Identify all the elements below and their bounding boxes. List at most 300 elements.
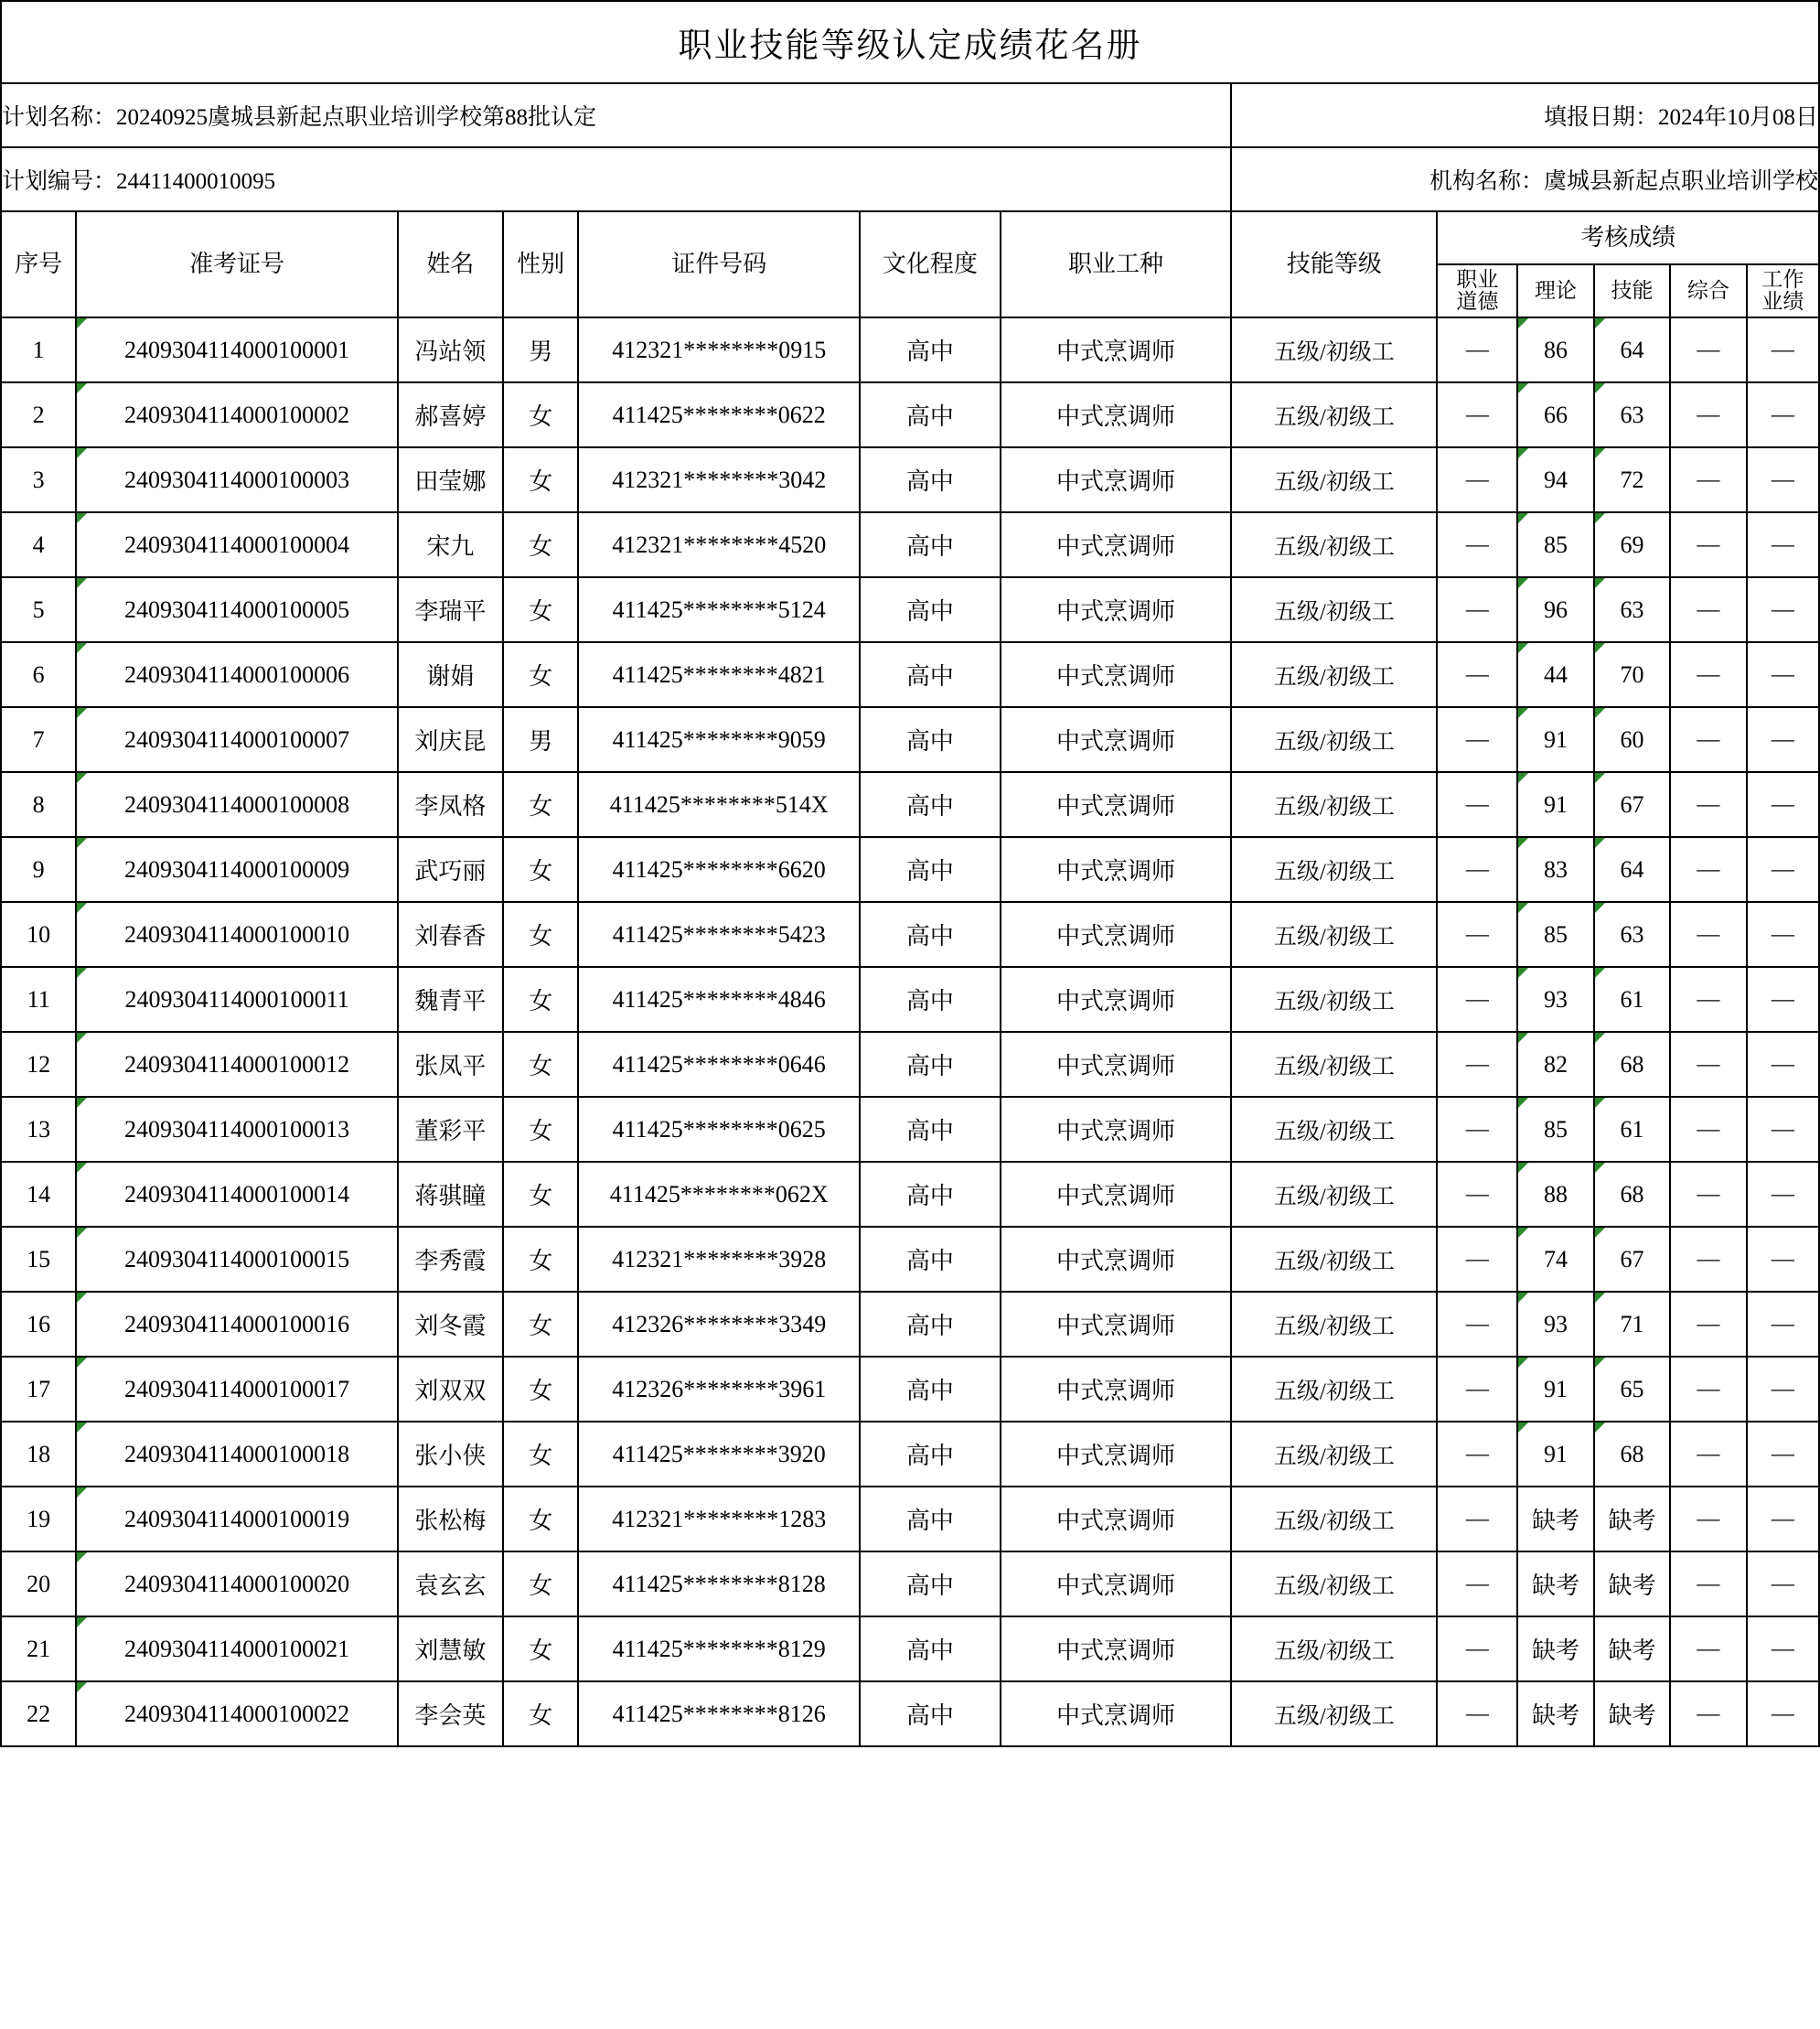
cell-skill-level: 五级/初级工 bbox=[1231, 1681, 1437, 1746]
cell-ethics-score: — bbox=[1437, 512, 1517, 577]
cell-id-no: 412321********0915 bbox=[578, 317, 860, 382]
cell-name: 李会英 bbox=[398, 1681, 503, 1746]
cell-skill-level: 五级/初级工 bbox=[1231, 772, 1437, 837]
cell-occupation: 中式烹调师 bbox=[1001, 967, 1232, 1032]
cell-skill-score: 70 bbox=[1594, 642, 1670, 707]
cell-name: 魏青平 bbox=[398, 967, 503, 1032]
table-row bbox=[1, 642, 1819, 707]
cell-id-no: 412321********3928 bbox=[578, 1227, 860, 1292]
cell-seq: 21 bbox=[1, 1616, 76, 1681]
cell-performance-score: — bbox=[1747, 837, 1819, 902]
cell-admission-no: 2409304114000100020 bbox=[76, 1551, 397, 1616]
cell-id-no: 412326********3961 bbox=[578, 1357, 860, 1422]
table-row bbox=[1, 1551, 1819, 1616]
cell-skill-score: 68 bbox=[1594, 1422, 1670, 1487]
cell-gender: 女 bbox=[503, 837, 578, 902]
cell-skill-level: 五级/初级工 bbox=[1231, 642, 1437, 707]
cell-comprehensive-score: — bbox=[1670, 1162, 1746, 1227]
col-header-id-no: 证件号码 bbox=[578, 211, 860, 317]
cell-admission-no: 2409304114000100010 bbox=[76, 902, 397, 967]
cell-admission-no: 2409304114000100014 bbox=[76, 1162, 397, 1227]
table-row bbox=[1, 837, 1819, 902]
cell-name: 袁玄玄 bbox=[398, 1551, 503, 1616]
cell-performance-score: — bbox=[1747, 382, 1819, 447]
cell-comprehensive-score: — bbox=[1670, 707, 1746, 772]
plan-name-field: 计划名称：20240925虞城县新起点职业培训学校第88批认定 bbox=[1, 83, 1231, 147]
cell-id-no: 411425********5423 bbox=[578, 902, 860, 967]
cell-occupation: 中式烹调师 bbox=[1001, 1616, 1232, 1681]
cell-admission-no: 2409304114000100001 bbox=[76, 317, 397, 382]
cell-skill-score: 缺考 bbox=[1594, 1681, 1670, 1746]
cell-theory-score: 74 bbox=[1517, 1227, 1593, 1292]
cell-gender: 女 bbox=[503, 512, 578, 577]
page-title: 职业技能等级认定成绩花名册 bbox=[1, 1, 1819, 83]
cell-ethics-score: — bbox=[1437, 837, 1517, 902]
cell-gender: 女 bbox=[503, 1357, 578, 1422]
cell-skill-score: 61 bbox=[1594, 1097, 1670, 1162]
cell-admission-no: 2409304114000100006 bbox=[76, 642, 397, 707]
cell-education: 高中 bbox=[860, 1681, 1001, 1746]
cell-admission-no: 2409304114000100011 bbox=[76, 967, 397, 1032]
cell-occupation: 中式烹调师 bbox=[1001, 1032, 1232, 1097]
cell-occupation: 中式烹调师 bbox=[1001, 1097, 1232, 1162]
cell-comprehensive-score: — bbox=[1670, 577, 1746, 642]
cell-ethics-score: — bbox=[1437, 1616, 1517, 1681]
cell-id-no: 411425********8129 bbox=[578, 1616, 860, 1681]
cell-gender: 女 bbox=[503, 1422, 578, 1487]
cell-education: 高中 bbox=[860, 1616, 1001, 1681]
cell-skill-score: 69 bbox=[1594, 512, 1670, 577]
cell-seq: 20 bbox=[1, 1551, 76, 1616]
col-header-education: 文化程度 bbox=[860, 211, 1001, 317]
cell-skill-level: 五级/初级工 bbox=[1231, 902, 1437, 967]
cell-name: 刘春香 bbox=[398, 902, 503, 967]
cell-skill-level: 五级/初级工 bbox=[1231, 1357, 1437, 1422]
cell-skill-level: 五级/初级工 bbox=[1231, 967, 1437, 1032]
cell-skill-level: 五级/初级工 bbox=[1231, 317, 1437, 382]
cell-performance-score: — bbox=[1747, 902, 1819, 967]
cell-occupation: 中式烹调师 bbox=[1001, 837, 1232, 902]
cell-gender: 男 bbox=[503, 707, 578, 772]
cell-skill-level: 五级/初级工 bbox=[1231, 447, 1437, 512]
cell-seq: 12 bbox=[1, 1032, 76, 1097]
cell-skill-score: 缺考 bbox=[1594, 1551, 1670, 1616]
cell-theory-score: 91 bbox=[1517, 707, 1593, 772]
cell-ethics-score: — bbox=[1437, 382, 1517, 447]
cell-id-no: 411425********0622 bbox=[578, 382, 860, 447]
cell-id-no: 411425********4846 bbox=[578, 967, 860, 1032]
cell-performance-score: — bbox=[1747, 707, 1819, 772]
cell-skill-score: 68 bbox=[1594, 1032, 1670, 1097]
cell-ethics-score: — bbox=[1437, 317, 1517, 382]
cell-ethics-score: — bbox=[1437, 707, 1517, 772]
cell-seq: 7 bbox=[1, 707, 76, 772]
cell-occupation: 中式烹调师 bbox=[1001, 512, 1232, 577]
cell-id-no: 411425********6620 bbox=[578, 837, 860, 902]
cell-id-no: 411425********514X bbox=[578, 772, 860, 837]
cell-theory-score: 缺考 bbox=[1517, 1551, 1593, 1616]
cell-ethics-score: — bbox=[1437, 1032, 1517, 1097]
cell-performance-score: — bbox=[1747, 317, 1819, 382]
cell-skill-level: 五级/初级工 bbox=[1231, 707, 1437, 772]
cell-ethics-score: — bbox=[1437, 1681, 1517, 1746]
cell-performance-score: — bbox=[1747, 1422, 1819, 1487]
cell-theory-score: 缺考 bbox=[1517, 1487, 1593, 1551]
cell-name: 张凤平 bbox=[398, 1032, 503, 1097]
cell-theory-score: 93 bbox=[1517, 1292, 1593, 1357]
cell-gender: 女 bbox=[503, 1616, 578, 1681]
cell-id-no: 412326********3349 bbox=[578, 1292, 860, 1357]
cell-admission-no: 2409304114000100012 bbox=[76, 1032, 397, 1097]
cell-education: 高中 bbox=[860, 837, 1001, 902]
cell-name: 刘庆昆 bbox=[398, 707, 503, 772]
cell-education: 高中 bbox=[860, 1227, 1001, 1292]
cell-theory-score: 缺考 bbox=[1517, 1681, 1593, 1746]
cell-ethics-score: — bbox=[1437, 1097, 1517, 1162]
cell-name: 李瑞平 bbox=[398, 577, 503, 642]
cell-id-no: 411425********5124 bbox=[578, 577, 860, 642]
cell-gender: 女 bbox=[503, 1032, 578, 1097]
cell-occupation: 中式烹调师 bbox=[1001, 1551, 1232, 1616]
cell-occupation: 中式烹调师 bbox=[1001, 577, 1232, 642]
cell-admission-no: 2409304114000100019 bbox=[76, 1487, 397, 1551]
col-header-ethics: 职业 道德 bbox=[1437, 264, 1517, 317]
col-header-theory: 理论 bbox=[1517, 264, 1593, 317]
cell-skill-score: 65 bbox=[1594, 1357, 1670, 1422]
table-row bbox=[1, 1681, 1819, 1746]
cell-performance-score: — bbox=[1747, 1097, 1819, 1162]
cell-seq: 8 bbox=[1, 772, 76, 837]
plan-code-field: 计划编号：24411400010095 bbox=[1, 147, 1231, 211]
cell-admission-no: 2409304114000100018 bbox=[76, 1422, 397, 1487]
col-header-gender: 性别 bbox=[503, 211, 578, 317]
cell-skill-score: 67 bbox=[1594, 1227, 1670, 1292]
cell-comprehensive-score: — bbox=[1670, 967, 1746, 1032]
cell-id-no: 411425********3920 bbox=[578, 1422, 860, 1487]
cell-seq: 4 bbox=[1, 512, 76, 577]
cell-name: 武巧丽 bbox=[398, 837, 503, 902]
cell-skill-score: 72 bbox=[1594, 447, 1670, 512]
cell-skill-level: 五级/初级工 bbox=[1231, 1616, 1437, 1681]
table-row bbox=[1, 382, 1819, 447]
cell-seq: 9 bbox=[1, 837, 76, 902]
cell-occupation: 中式烹调师 bbox=[1001, 772, 1232, 837]
cell-seq: 2 bbox=[1, 382, 76, 447]
col-header-skill: 技能 bbox=[1594, 264, 1670, 317]
cell-name: 刘慧敏 bbox=[398, 1616, 503, 1681]
cell-ethics-score: — bbox=[1437, 1551, 1517, 1616]
cell-education: 高中 bbox=[860, 1292, 1001, 1357]
cell-education: 高中 bbox=[860, 642, 1001, 707]
cell-skill-score: 64 bbox=[1594, 317, 1670, 382]
cell-theory-score: 96 bbox=[1517, 577, 1593, 642]
cell-theory-score: 94 bbox=[1517, 447, 1593, 512]
cell-theory-score: 85 bbox=[1517, 1097, 1593, 1162]
cell-occupation: 中式烹调师 bbox=[1001, 1227, 1232, 1292]
cell-performance-score: — bbox=[1747, 1032, 1819, 1097]
cell-comprehensive-score: — bbox=[1670, 837, 1746, 902]
cell-id-no: 411425********8126 bbox=[578, 1681, 860, 1746]
cell-performance-score: — bbox=[1747, 1616, 1819, 1681]
cell-name: 冯站领 bbox=[398, 317, 503, 382]
cell-skill-level: 五级/初级工 bbox=[1231, 1551, 1437, 1616]
cell-ethics-score: — bbox=[1437, 1357, 1517, 1422]
cell-seq: 5 bbox=[1, 577, 76, 642]
cell-ethics-score: — bbox=[1437, 772, 1517, 837]
cell-admission-no: 2409304114000100005 bbox=[76, 577, 397, 642]
cell-performance-score: — bbox=[1747, 512, 1819, 577]
cell-theory-score: 86 bbox=[1517, 317, 1593, 382]
org-name-field: 机构名称：虞城县新起点职业培训学校 bbox=[1231, 147, 1819, 211]
cell-skill-level: 五级/初级工 bbox=[1231, 577, 1437, 642]
cell-skill-level: 五级/初级工 bbox=[1231, 512, 1437, 577]
cell-education: 高中 bbox=[860, 902, 1001, 967]
cell-comprehensive-score: — bbox=[1670, 1032, 1746, 1097]
col-header-seq: 序号 bbox=[1, 211, 76, 317]
cell-name: 谢娟 bbox=[398, 642, 503, 707]
cell-skill-score: 缺考 bbox=[1594, 1487, 1670, 1551]
cell-comprehensive-score: — bbox=[1670, 317, 1746, 382]
table-row bbox=[1, 902, 1819, 967]
cell-comprehensive-score: — bbox=[1670, 642, 1746, 707]
cell-ethics-score: — bbox=[1437, 967, 1517, 1032]
cell-performance-score: — bbox=[1747, 1681, 1819, 1746]
cell-theory-score: 44 bbox=[1517, 642, 1593, 707]
cell-performance-score: — bbox=[1747, 447, 1819, 512]
cell-gender: 男 bbox=[503, 317, 578, 382]
cell-theory-score: 83 bbox=[1517, 837, 1593, 902]
cell-comprehensive-score: — bbox=[1670, 1616, 1746, 1681]
cell-id-no: 411425********062X bbox=[578, 1162, 860, 1227]
cell-admission-no: 2409304114000100017 bbox=[76, 1357, 397, 1422]
cell-seq: 16 bbox=[1, 1292, 76, 1357]
cell-comprehensive-score: — bbox=[1670, 1487, 1746, 1551]
table-row bbox=[1, 707, 1819, 772]
cell-comprehensive-score: — bbox=[1670, 1681, 1746, 1746]
cell-id-no: 411425********4821 bbox=[578, 642, 860, 707]
cell-education: 高中 bbox=[860, 707, 1001, 772]
cell-comprehensive-score: — bbox=[1670, 382, 1746, 447]
table-row bbox=[1, 512, 1819, 577]
cell-education: 高中 bbox=[860, 1487, 1001, 1551]
cell-skill-level: 五级/初级工 bbox=[1231, 1292, 1437, 1357]
cell-skill-score: 缺考 bbox=[1594, 1616, 1670, 1681]
cell-seq: 19 bbox=[1, 1487, 76, 1551]
cell-name: 宋九 bbox=[398, 512, 503, 577]
cell-comprehensive-score: — bbox=[1670, 1551, 1746, 1616]
cell-occupation: 中式烹调师 bbox=[1001, 902, 1232, 967]
cell-skill-level: 五级/初级工 bbox=[1231, 1227, 1437, 1292]
cell-occupation: 中式烹调师 bbox=[1001, 1422, 1232, 1487]
cell-admission-no: 2409304114000100007 bbox=[76, 707, 397, 772]
report-date-field: 填报日期：2024年10月08日 bbox=[1231, 83, 1819, 147]
table-row bbox=[1, 317, 1819, 382]
cell-gender: 女 bbox=[503, 1292, 578, 1357]
cell-performance-score: — bbox=[1747, 1292, 1819, 1357]
cell-ethics-score: — bbox=[1437, 902, 1517, 967]
cell-comprehensive-score: — bbox=[1670, 772, 1746, 837]
cell-admission-no: 2409304114000100004 bbox=[76, 512, 397, 577]
cell-performance-score: — bbox=[1747, 1487, 1819, 1551]
cell-gender: 女 bbox=[503, 1681, 578, 1746]
cell-skill-level: 五级/初级工 bbox=[1231, 1162, 1437, 1227]
cell-gender: 女 bbox=[503, 902, 578, 967]
cell-comprehensive-score: — bbox=[1670, 1357, 1746, 1422]
cell-skill-score: 63 bbox=[1594, 902, 1670, 967]
col-header-admission-no: 准考证号 bbox=[76, 211, 397, 317]
cell-theory-score: 88 bbox=[1517, 1162, 1593, 1227]
cell-name: 董彩平 bbox=[398, 1097, 503, 1162]
cell-education: 高中 bbox=[860, 577, 1001, 642]
cell-comprehensive-score: — bbox=[1670, 902, 1746, 967]
cell-comprehensive-score: — bbox=[1670, 1422, 1746, 1487]
cell-theory-score: 93 bbox=[1517, 967, 1593, 1032]
cell-ethics-score: — bbox=[1437, 447, 1517, 512]
cell-id-no: 412321********3042 bbox=[578, 447, 860, 512]
cell-education: 高中 bbox=[860, 447, 1001, 512]
cell-performance-score: — bbox=[1747, 772, 1819, 837]
cell-education: 高中 bbox=[860, 1097, 1001, 1162]
cell-name: 刘冬霞 bbox=[398, 1292, 503, 1357]
col-header-comprehensive: 综合 bbox=[1670, 264, 1746, 317]
cell-occupation: 中式烹调师 bbox=[1001, 1357, 1232, 1422]
cell-gender: 女 bbox=[503, 642, 578, 707]
cell-admission-no: 2409304114000100009 bbox=[76, 837, 397, 902]
cell-skill-score: 67 bbox=[1594, 772, 1670, 837]
cell-theory-score: 91 bbox=[1517, 1357, 1593, 1422]
cell-gender: 女 bbox=[503, 1097, 578, 1162]
table-row bbox=[1, 1422, 1819, 1487]
cell-name: 张小侠 bbox=[398, 1422, 503, 1487]
cell-name: 李凤格 bbox=[398, 772, 503, 837]
cell-ethics-score: — bbox=[1437, 1162, 1517, 1227]
col-header-skill-level: 技能等级 bbox=[1231, 211, 1437, 317]
cell-id-no: 412321********4520 bbox=[578, 512, 860, 577]
cell-ethics-score: — bbox=[1437, 577, 1517, 642]
cell-comprehensive-score: — bbox=[1670, 447, 1746, 512]
cell-gender: 女 bbox=[503, 1227, 578, 1292]
cell-seq: 1 bbox=[1, 317, 76, 382]
cell-gender: 女 bbox=[503, 382, 578, 447]
cell-skill-score: 63 bbox=[1594, 382, 1670, 447]
cell-ethics-score: — bbox=[1437, 642, 1517, 707]
cell-occupation: 中式烹调师 bbox=[1001, 317, 1232, 382]
cell-seq: 14 bbox=[1, 1162, 76, 1227]
cell-admission-no: 2409304114000100003 bbox=[76, 447, 397, 512]
cell-occupation: 中式烹调师 bbox=[1001, 382, 1232, 447]
cell-comprehensive-score: — bbox=[1670, 512, 1746, 577]
cell-education: 高中 bbox=[860, 512, 1001, 577]
cell-name: 张松梅 bbox=[398, 1487, 503, 1551]
cell-skill-score: 60 bbox=[1594, 707, 1670, 772]
cell-education: 高中 bbox=[860, 967, 1001, 1032]
cell-comprehensive-score: — bbox=[1670, 1227, 1746, 1292]
cell-ethics-score: — bbox=[1437, 1227, 1517, 1292]
cell-seq: 6 bbox=[1, 642, 76, 707]
cell-education: 高中 bbox=[860, 1032, 1001, 1097]
cell-skill-score: 68 bbox=[1594, 1162, 1670, 1227]
cell-gender: 女 bbox=[503, 1551, 578, 1616]
cell-gender: 女 bbox=[503, 1162, 578, 1227]
cell-id-no: 411425********0646 bbox=[578, 1032, 860, 1097]
cell-performance-score: — bbox=[1747, 1551, 1819, 1616]
cell-education: 高中 bbox=[860, 1357, 1001, 1422]
cell-occupation: 中式烹调师 bbox=[1001, 642, 1232, 707]
cell-comprehensive-score: — bbox=[1670, 1097, 1746, 1162]
cell-occupation: 中式烹调师 bbox=[1001, 1162, 1232, 1227]
cell-theory-score: 85 bbox=[1517, 512, 1593, 577]
cell-gender: 女 bbox=[503, 577, 578, 642]
table-row bbox=[1, 1357, 1819, 1422]
cell-performance-score: — bbox=[1747, 967, 1819, 1032]
table-row bbox=[1, 1097, 1819, 1162]
table-row bbox=[1, 447, 1819, 512]
cell-seq: 15 bbox=[1, 1227, 76, 1292]
cell-id-no: 411425********9059 bbox=[578, 707, 860, 772]
cell-admission-no: 2409304114000100022 bbox=[76, 1681, 397, 1746]
cell-admission-no: 2409304114000100013 bbox=[76, 1097, 397, 1162]
cell-theory-score: 85 bbox=[1517, 902, 1593, 967]
table-row bbox=[1, 772, 1819, 837]
cell-skill-score: 63 bbox=[1594, 577, 1670, 642]
col-header-scores-group: 考核成绩 bbox=[1437, 211, 1819, 264]
cell-id-no: 411425********8128 bbox=[578, 1551, 860, 1616]
cell-id-no: 412321********1283 bbox=[578, 1487, 860, 1551]
cell-education: 高中 bbox=[860, 1551, 1001, 1616]
cell-theory-score: 缺考 bbox=[1517, 1616, 1593, 1681]
cell-theory-score: 82 bbox=[1517, 1032, 1593, 1097]
cell-seq: 3 bbox=[1, 447, 76, 512]
table-row bbox=[1, 577, 1819, 642]
cell-name: 蒋骐瞳 bbox=[398, 1162, 503, 1227]
cell-occupation: 中式烹调师 bbox=[1001, 707, 1232, 772]
cell-theory-score: 91 bbox=[1517, 772, 1593, 837]
cell-seq: 22 bbox=[1, 1681, 76, 1746]
cell-admission-no: 2409304114000100002 bbox=[76, 382, 397, 447]
table-row bbox=[1, 1162, 1819, 1227]
table-row bbox=[1, 1616, 1819, 1681]
cell-ethics-score: — bbox=[1437, 1292, 1517, 1357]
cell-skill-level: 五级/初级工 bbox=[1231, 837, 1437, 902]
cell-seq: 13 bbox=[1, 1097, 76, 1162]
cell-education: 高中 bbox=[860, 317, 1001, 382]
cell-name: 李秀霞 bbox=[398, 1227, 503, 1292]
cell-performance-score: — bbox=[1747, 577, 1819, 642]
table-row bbox=[1, 1227, 1819, 1292]
cell-performance-score: — bbox=[1747, 642, 1819, 707]
cell-education: 高中 bbox=[860, 1422, 1001, 1487]
cell-seq: 11 bbox=[1, 967, 76, 1032]
cell-occupation: 中式烹调师 bbox=[1001, 1681, 1232, 1746]
cell-admission-no: 2409304114000100015 bbox=[76, 1227, 397, 1292]
cell-performance-score: — bbox=[1747, 1162, 1819, 1227]
table-row bbox=[1, 1487, 1819, 1551]
cell-skill-level: 五级/初级工 bbox=[1231, 1487, 1437, 1551]
table-row bbox=[1, 1032, 1819, 1097]
cell-occupation: 中式烹调师 bbox=[1001, 1487, 1232, 1551]
cell-occupation: 中式烹调师 bbox=[1001, 447, 1232, 512]
cell-seq: 17 bbox=[1, 1357, 76, 1422]
cell-gender: 女 bbox=[503, 447, 578, 512]
cell-performance-score: — bbox=[1747, 1227, 1819, 1292]
cell-gender: 女 bbox=[503, 967, 578, 1032]
cell-skill-level: 五级/初级工 bbox=[1231, 382, 1437, 447]
cell-skill-level: 五级/初级工 bbox=[1231, 1032, 1437, 1097]
cell-admission-no: 2409304114000100016 bbox=[76, 1292, 397, 1357]
cell-skill-score: 71 bbox=[1594, 1292, 1670, 1357]
cell-admission-no: 2409304114000100021 bbox=[76, 1616, 397, 1681]
table-row bbox=[1, 1292, 1819, 1357]
